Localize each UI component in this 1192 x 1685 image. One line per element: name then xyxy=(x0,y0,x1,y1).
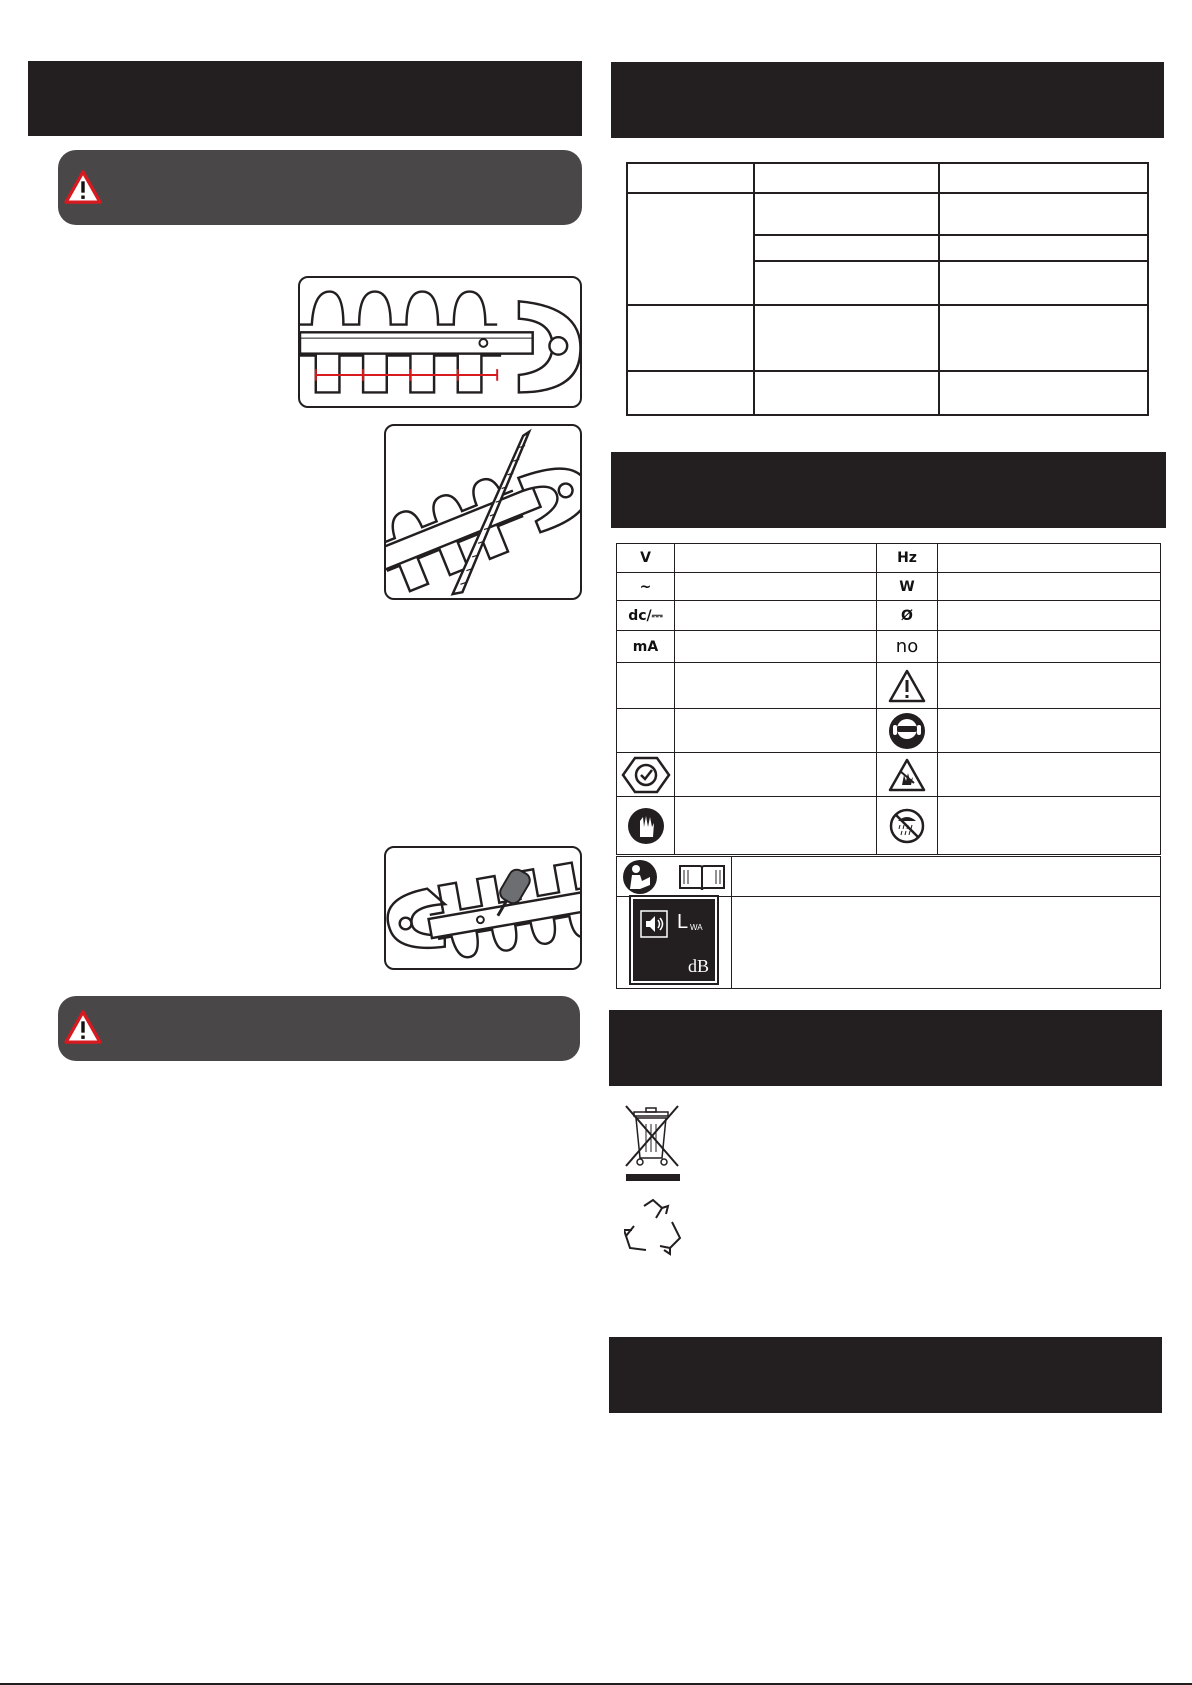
blade-oiling-diagram xyxy=(384,846,582,970)
spec-header-cell xyxy=(939,163,1148,193)
spec-cell xyxy=(939,235,1148,261)
spec-header-cell xyxy=(754,163,939,193)
rcm-compliance-icon xyxy=(621,756,671,794)
spec-cell xyxy=(939,261,1148,305)
spec-cell xyxy=(939,305,1148,371)
symbol-description xyxy=(938,663,1161,709)
sound-description xyxy=(732,897,1161,989)
manual-and-sound-table xyxy=(616,856,1161,989)
hand-blade-danger-icon xyxy=(887,757,927,793)
spec-cell xyxy=(754,371,939,415)
manual-description xyxy=(732,857,1161,897)
blade-teeth-diagram xyxy=(298,276,582,408)
symbol-description xyxy=(938,753,1161,797)
symbol-description xyxy=(675,709,877,753)
eye-ear-protection-icon xyxy=(888,712,926,750)
symbol-diameter: Ø xyxy=(877,601,938,631)
symbol-dc: dc/⎓ xyxy=(617,601,675,631)
symbol-description xyxy=(675,544,877,573)
lwa-subscript: WA xyxy=(690,923,703,932)
recycle-icon xyxy=(624,1198,682,1260)
symbol-description xyxy=(938,631,1161,663)
db-unit: dB xyxy=(687,956,709,976)
symbol-description xyxy=(675,573,877,601)
symbol-description xyxy=(938,601,1161,631)
disposal-header xyxy=(609,1010,1162,1086)
specifications-table xyxy=(626,162,1149,416)
symbol-hertz: Hz xyxy=(877,544,938,573)
symbol-description xyxy=(675,753,877,797)
symbol-ac: ~ xyxy=(617,573,675,601)
warranty-header xyxy=(609,1337,1162,1413)
symbols-header xyxy=(611,452,1166,528)
warning-banner-1 xyxy=(58,150,582,225)
symbol-watts: W xyxy=(877,573,938,601)
symbol-description xyxy=(938,544,1161,573)
symbol-empty xyxy=(617,709,675,753)
symbol-description xyxy=(675,631,877,663)
symbol-description xyxy=(938,709,1161,753)
read-manual-person-icon xyxy=(622,859,660,895)
loudspeaker-icon xyxy=(639,909,669,939)
sound-power-label xyxy=(631,897,717,983)
blade-file-sharpening-diagram xyxy=(384,424,582,600)
warning-triangle-icon xyxy=(64,1010,102,1044)
gloves-icon xyxy=(627,807,665,845)
no-rain-icon xyxy=(888,807,926,845)
lwa-letter: L xyxy=(677,911,689,933)
symbol-description xyxy=(938,573,1161,601)
symbol-description xyxy=(938,797,1161,855)
symbol-empty xyxy=(617,663,675,709)
specifications-header xyxy=(611,62,1164,138)
symbol-volts: V xyxy=(617,544,675,573)
spec-cell xyxy=(754,193,939,235)
spec-group-cell xyxy=(627,371,754,415)
symbol-description xyxy=(675,601,877,631)
warning-triangle-icon xyxy=(887,668,927,704)
spec-cell xyxy=(939,193,1148,235)
open-book-icon xyxy=(678,862,726,892)
spec-group-cell xyxy=(627,193,754,305)
symbol-milliamps: mA xyxy=(617,631,675,663)
warning-banner-2 xyxy=(58,996,580,1061)
crossed-out-bin-icon xyxy=(622,1104,684,1182)
spec-cell xyxy=(754,235,939,261)
spec-cell xyxy=(754,305,939,371)
symbol-description xyxy=(675,663,877,709)
spec-group-cell xyxy=(627,305,754,371)
symbols-table xyxy=(616,543,1161,855)
spec-cell xyxy=(939,371,1148,415)
spec-cell xyxy=(754,261,939,305)
spec-header-cell xyxy=(627,163,754,193)
symbol-description xyxy=(675,797,877,855)
warning-triangle-icon xyxy=(64,170,102,204)
left-section-header xyxy=(28,61,582,136)
symbol-no-load-speed: no xyxy=(877,631,938,663)
